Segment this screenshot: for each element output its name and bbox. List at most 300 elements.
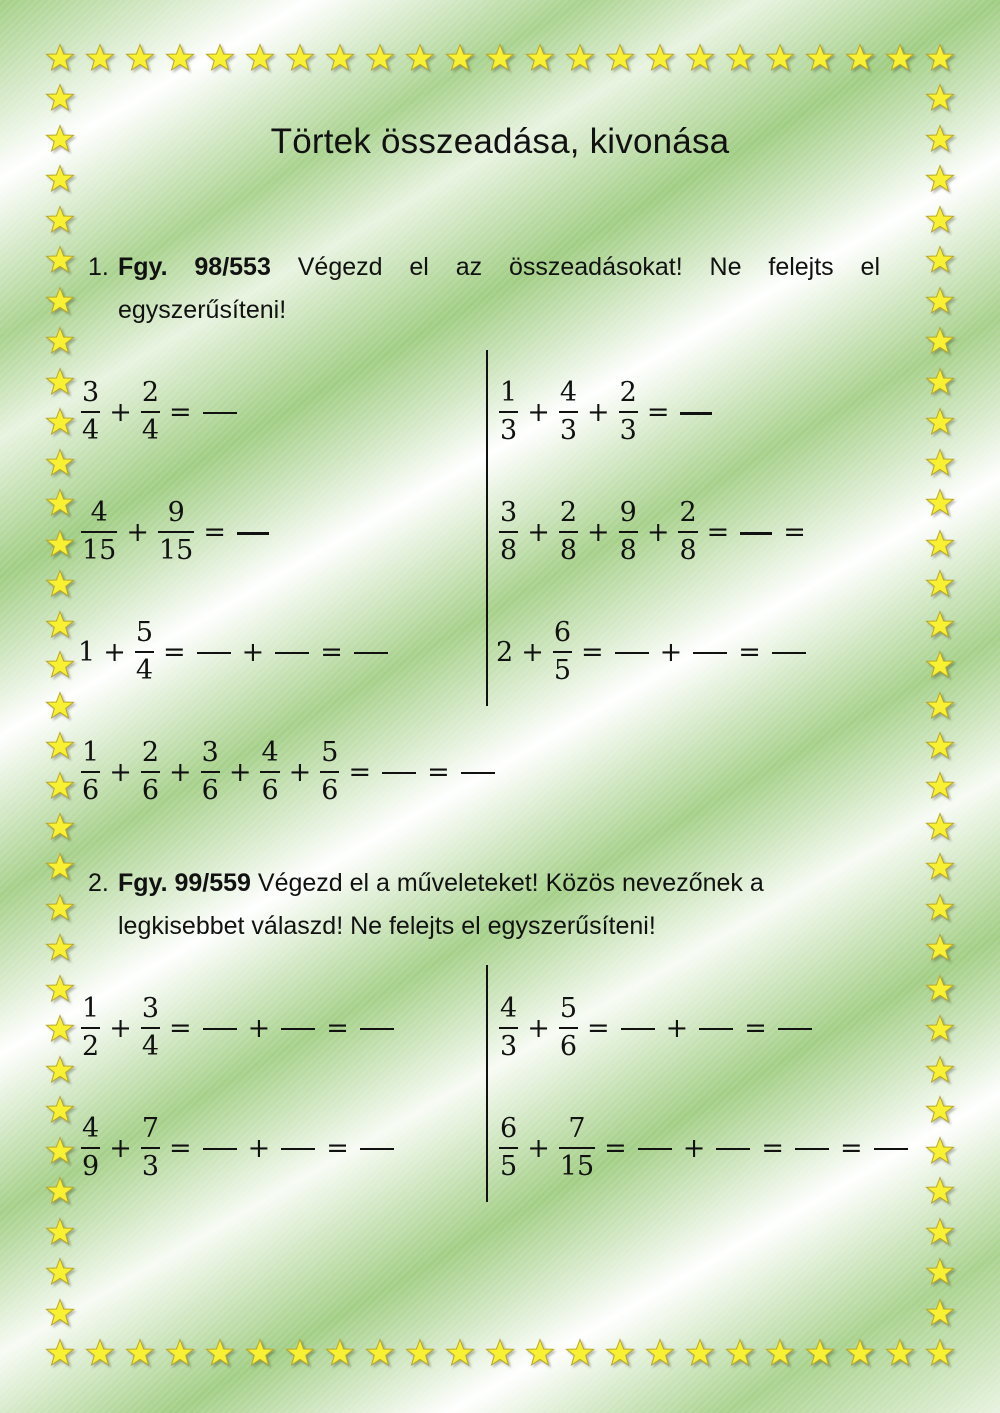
star-icon	[925, 407, 955, 437]
operator: +	[527, 1132, 550, 1164]
numerator: 3	[82, 377, 100, 408]
operator: =	[169, 1012, 192, 1044]
star-icon	[45, 893, 75, 923]
star-icon	[525, 1338, 555, 1368]
star-icon	[165, 1338, 195, 1368]
answer-blank[interactable]	[360, 1028, 394, 1030]
operator: =	[169, 1132, 192, 1164]
star-icon	[45, 1055, 75, 1085]
fraction-bar	[141, 1027, 160, 1029]
star-icon	[45, 650, 75, 680]
fraction-bar	[81, 531, 117, 533]
numerator: 2	[141, 737, 159, 768]
fraction-bar	[81, 771, 100, 773]
numerator: 4	[82, 1113, 100, 1144]
star-icon	[285, 43, 315, 73]
denominator: 6	[261, 775, 279, 806]
fraction	[559, 378, 578, 446]
star-icon	[565, 1338, 595, 1368]
fraction	[499, 378, 518, 446]
denominator: 6	[201, 775, 219, 806]
denominator: 15	[82, 535, 117, 566]
star-icon	[925, 326, 955, 356]
star-icon	[85, 43, 115, 73]
star-icon	[45, 1338, 75, 1368]
star-icon	[925, 1176, 955, 1206]
answer-blank[interactable]	[638, 1148, 672, 1150]
answer-blank[interactable]	[360, 1148, 394, 1150]
fraction-bar	[678, 531, 697, 533]
answer-blank[interactable]	[237, 532, 269, 535]
fraction-bar	[201, 771, 220, 773]
star-icon	[205, 1338, 235, 1368]
fraction-bar	[559, 1027, 578, 1029]
fraction-bar	[158, 531, 194, 533]
fraction-bar	[619, 411, 638, 413]
star-icon	[45, 488, 75, 518]
star-icon	[45, 1176, 75, 1206]
numerator: 2	[619, 377, 637, 408]
star-icon	[925, 893, 955, 923]
answer-blank[interactable]	[281, 1148, 315, 1150]
whole-number: 2	[496, 636, 514, 668]
star-icon	[925, 1095, 955, 1125]
numerator: 7	[568, 1113, 586, 1144]
operator: =	[706, 516, 730, 548]
fraction	[678, 498, 697, 566]
operator: +	[126, 516, 149, 548]
denominator: 5	[553, 655, 571, 686]
denominator: 2	[82, 1031, 100, 1062]
star-icon	[325, 1338, 355, 1368]
fraction	[81, 994, 100, 1062]
answer-blank[interactable]	[275, 652, 309, 654]
star-icon	[805, 1338, 835, 1368]
star-icon	[925, 569, 955, 599]
answer-blank[interactable]	[354, 652, 388, 654]
operator: +	[247, 1012, 271, 1044]
star-icon	[405, 43, 435, 73]
star-icon	[925, 1136, 955, 1166]
operator: =	[581, 636, 604, 668]
star-icon	[925, 974, 955, 1004]
fraction	[619, 378, 638, 446]
fraction	[320, 738, 339, 806]
star-icon	[125, 43, 155, 73]
star-icon	[45, 569, 75, 599]
numerator: 5	[321, 737, 339, 768]
answer-blank[interactable]	[740, 532, 772, 535]
star-icon	[45, 286, 75, 316]
answer-blank[interactable]	[461, 772, 495, 774]
operator: +	[241, 636, 265, 668]
numerator: 9	[619, 497, 637, 528]
task-reference: Fgy. 99/559	[118, 869, 251, 897]
fraction-bar	[320, 771, 339, 773]
operator: +	[288, 756, 312, 788]
operator: =	[169, 396, 192, 428]
star-icon	[925, 448, 955, 478]
fraction-bar	[499, 411, 518, 413]
fraction	[201, 738, 220, 806]
answer-blank[interactable]	[680, 412, 712, 415]
denominator: 6	[559, 1031, 577, 1062]
answer-blank[interactable]	[874, 1148, 908, 1150]
operator: =	[646, 396, 670, 428]
operator: =	[587, 1012, 610, 1044]
operator: =	[348, 756, 372, 788]
star-icon	[445, 43, 475, 73]
star-icon	[805, 43, 835, 73]
star-icon	[45, 43, 75, 73]
page-title: Törtek összeadása, kivonása	[270, 122, 730, 161]
task-number: 2.	[88, 869, 109, 897]
exercise-2c	[78, 1108, 399, 1188]
numerator: 2	[559, 497, 577, 528]
fraction-bar	[141, 411, 160, 413]
star-icon	[925, 812, 955, 842]
column-divider	[486, 965, 488, 1202]
star-icon	[45, 407, 75, 437]
operator: =	[203, 516, 226, 548]
star-icon	[925, 286, 955, 316]
denominator: 8	[559, 535, 577, 566]
fraction	[141, 1114, 160, 1182]
denominator: 4	[141, 415, 159, 446]
star-icon	[45, 448, 75, 478]
operator: =	[427, 756, 450, 788]
operator: +	[247, 1132, 271, 1164]
star-icon	[925, 691, 955, 721]
task-reference: Fgy. 98/553	[118, 253, 271, 281]
fraction	[81, 378, 100, 446]
operator: +	[109, 396, 132, 428]
answer-blank[interactable]	[621, 1028, 655, 1030]
numerator: 7	[141, 1113, 159, 1144]
operator: +	[587, 516, 610, 548]
operator: +	[527, 396, 550, 428]
denominator: 3	[500, 1031, 518, 1062]
star-icon	[925, 610, 955, 640]
exercise-2d	[496, 1108, 913, 1188]
numerator: 1	[82, 737, 100, 768]
operator: =	[326, 1132, 349, 1164]
answer-blank[interactable]	[197, 652, 231, 654]
fraction-bar	[135, 651, 154, 653]
task-number: 1.	[88, 253, 109, 281]
exercise-1f	[496, 612, 811, 692]
star-icon	[365, 1338, 395, 1368]
fraction-bar	[141, 771, 160, 773]
star-icon	[365, 43, 395, 73]
operator: +	[527, 1012, 550, 1044]
operator: +	[169, 756, 192, 788]
numerator: 2	[141, 377, 159, 408]
star-icon	[925, 529, 955, 559]
operator: =	[840, 1132, 863, 1164]
numerator: 5	[559, 993, 577, 1024]
answer-blank[interactable]	[772, 652, 806, 654]
star-icon	[45, 731, 75, 761]
exercise-2b	[496, 988, 817, 1068]
fraction	[158, 498, 194, 566]
operator: =	[163, 636, 186, 668]
fraction	[141, 378, 160, 446]
answer-blank[interactable]	[203, 412, 237, 414]
star-icon	[45, 367, 75, 397]
denominator: 6	[141, 775, 159, 806]
numerator: 1	[500, 377, 518, 408]
fraction-bar	[81, 1027, 100, 1029]
fraction	[260, 738, 279, 806]
star-icon	[45, 610, 75, 640]
fraction-bar	[559, 531, 578, 533]
star-icon	[685, 43, 715, 73]
star-icon	[125, 1338, 155, 1368]
star-icon	[725, 1338, 755, 1368]
star-icon	[925, 1217, 955, 1247]
star-icon	[925, 933, 955, 963]
operator: =	[320, 636, 343, 668]
star-icon	[45, 205, 75, 235]
star-icon	[925, 650, 955, 680]
star-icon	[205, 43, 235, 73]
denominator: 15	[158, 535, 194, 566]
whole-number: 1	[78, 636, 96, 668]
fraction-bar	[260, 771, 279, 773]
operator: +	[527, 516, 550, 548]
star-icon	[925, 1257, 955, 1287]
answer-blank[interactable]	[382, 772, 416, 774]
fraction	[499, 994, 518, 1062]
column-divider	[486, 350, 488, 706]
denominator: 3	[559, 415, 577, 446]
fraction	[619, 498, 638, 566]
star-icon	[45, 771, 75, 801]
numerator: 6	[500, 1113, 518, 1144]
star-icon	[45, 83, 75, 113]
answer-blank[interactable]	[203, 1148, 237, 1150]
star-icon	[925, 164, 955, 194]
answer-blank[interactable]	[795, 1148, 829, 1150]
star-icon	[925, 83, 955, 113]
fraction	[559, 498, 578, 566]
star-icon	[765, 1338, 795, 1368]
denominator: 8	[500, 535, 518, 566]
exercise-1g	[78, 732, 500, 812]
operator: +	[109, 756, 132, 788]
answer-blank[interactable]	[203, 1028, 237, 1030]
answer-blank[interactable]	[281, 1028, 315, 1030]
fraction	[141, 994, 160, 1062]
operator: +	[103, 636, 126, 668]
star-icon	[925, 488, 955, 518]
star-icon	[685, 1338, 715, 1368]
numerator: 4	[261, 737, 279, 768]
fraction-bar	[559, 411, 578, 413]
star-icon	[485, 1338, 515, 1368]
denominator: 4	[135, 655, 153, 686]
star-icon	[925, 1338, 955, 1368]
star-icon	[925, 43, 955, 73]
star-icon	[845, 1338, 875, 1368]
star-icon	[845, 43, 875, 73]
operator: +	[659, 636, 683, 668]
star-icon	[45, 933, 75, 963]
operator: +	[109, 1012, 132, 1044]
star-icon	[45, 1095, 75, 1125]
fraction-bar	[499, 1147, 518, 1149]
star-icon	[885, 43, 915, 73]
numerator: 2	[679, 497, 697, 528]
star-icon	[45, 529, 75, 559]
numerator: 5	[135, 617, 153, 648]
numerator: 6	[553, 617, 571, 648]
numerator: 3	[500, 497, 518, 528]
numerator: 4	[500, 993, 518, 1024]
fraction	[559, 994, 578, 1062]
exercise-1a	[78, 372, 242, 452]
star-icon	[45, 245, 75, 275]
denominator: 3	[619, 415, 637, 446]
star-icon	[45, 852, 75, 882]
numerator: 1	[82, 993, 100, 1024]
numerator: 3	[141, 993, 159, 1024]
operator: +	[587, 396, 610, 428]
star-icon	[45, 1136, 75, 1166]
operator: +	[682, 1132, 706, 1164]
fraction	[559, 1114, 595, 1182]
denominator: 5	[500, 1151, 518, 1182]
star-icon	[605, 43, 635, 73]
task-instruction: Végezd el az összeadásokat! Ne felejts el egyszerűsíteni!	[118, 253, 881, 324]
fraction	[499, 498, 518, 566]
star-icon	[725, 43, 755, 73]
answer-blank[interactable]	[778, 1028, 812, 1030]
star-icon	[45, 1014, 75, 1044]
star-icon	[405, 1338, 435, 1368]
star-icon	[925, 1298, 955, 1328]
star-icon	[85, 1338, 115, 1368]
numerator: 3	[201, 737, 219, 768]
exercise-1b	[496, 372, 717, 452]
star-icon	[925, 1014, 955, 1044]
operator: +	[228, 756, 252, 788]
fraction-bar	[81, 411, 100, 413]
star-icon	[45, 1257, 75, 1287]
star-icon	[45, 326, 75, 356]
task-instruction: Végezd el a műveleteket! Közös nevezőnek a legkisebbet válaszd! Ne felejts el egyszerűsíteni!	[118, 869, 764, 940]
fraction	[553, 618, 572, 686]
fraction	[81, 738, 100, 806]
fraction-bar	[141, 1147, 160, 1149]
denominator: 4	[82, 415, 100, 446]
exercise-1d	[496, 492, 812, 572]
star-icon	[925, 245, 955, 275]
exercise-1c	[78, 492, 274, 572]
operator: =	[738, 636, 761, 668]
star-icon	[45, 974, 75, 1004]
exercise-1e	[78, 612, 393, 692]
star-icon	[765, 43, 795, 73]
operator: +	[646, 516, 670, 548]
denominator: 3	[141, 1151, 159, 1182]
fraction-bar	[81, 1147, 100, 1149]
fraction	[81, 1114, 100, 1182]
answer-blank[interactable]	[716, 1148, 750, 1150]
exercise-2a	[78, 988, 399, 1068]
fraction	[81, 498, 117, 566]
task-2-heading	[88, 862, 880, 948]
operator: +	[521, 636, 544, 668]
denominator: 9	[82, 1151, 100, 1182]
denominator: 4	[141, 1031, 159, 1062]
star-icon	[925, 852, 955, 882]
fraction	[499, 1114, 518, 1182]
fraction-bar	[619, 531, 638, 533]
operator: +	[665, 1012, 689, 1044]
star-icon	[885, 1338, 915, 1368]
star-icon	[925, 1055, 955, 1085]
star-icon	[45, 812, 75, 842]
star-icon	[645, 43, 675, 73]
fraction	[135, 618, 154, 686]
answer-blank[interactable]	[693, 652, 727, 654]
numerator: 4	[559, 377, 577, 408]
task-1-heading	[88, 246, 880, 332]
star-icon	[445, 1338, 475, 1368]
star-icon	[45, 1298, 75, 1328]
operator: =	[783, 516, 806, 548]
star-icon	[925, 367, 955, 397]
fraction-bar	[553, 651, 572, 653]
denominator: 6	[82, 775, 100, 806]
answer-blank[interactable]	[615, 652, 649, 654]
fraction-bar	[559, 1147, 595, 1149]
star-icon	[925, 205, 955, 235]
fraction	[141, 738, 160, 806]
denominator: 8	[679, 535, 697, 566]
star-icon	[165, 43, 195, 73]
operator: =	[761, 1132, 785, 1164]
operator: =	[326, 1012, 349, 1044]
star-icon	[325, 43, 355, 73]
star-icon	[605, 1338, 635, 1368]
star-icon	[45, 1217, 75, 1247]
star-icon	[245, 43, 275, 73]
answer-blank[interactable]	[699, 1028, 733, 1030]
star-icon	[245, 1338, 275, 1368]
denominator: 15	[559, 1151, 595, 1182]
star-icon	[45, 164, 75, 194]
star-icon	[645, 1338, 675, 1368]
operator: =	[604, 1132, 627, 1164]
denominator: 3	[500, 415, 518, 446]
star-icon	[565, 43, 595, 73]
star-icon	[925, 771, 955, 801]
fraction-bar	[499, 1027, 518, 1029]
numerator: 4	[90, 497, 108, 528]
numerator: 9	[167, 497, 185, 528]
star-icon	[525, 43, 555, 73]
denominator: 6	[321, 775, 339, 806]
fraction-bar	[499, 531, 518, 533]
star-icon	[485, 43, 515, 73]
operator: =	[744, 1012, 767, 1044]
operator: +	[109, 1132, 132, 1164]
star-icon	[45, 691, 75, 721]
denominator: 8	[619, 535, 637, 566]
